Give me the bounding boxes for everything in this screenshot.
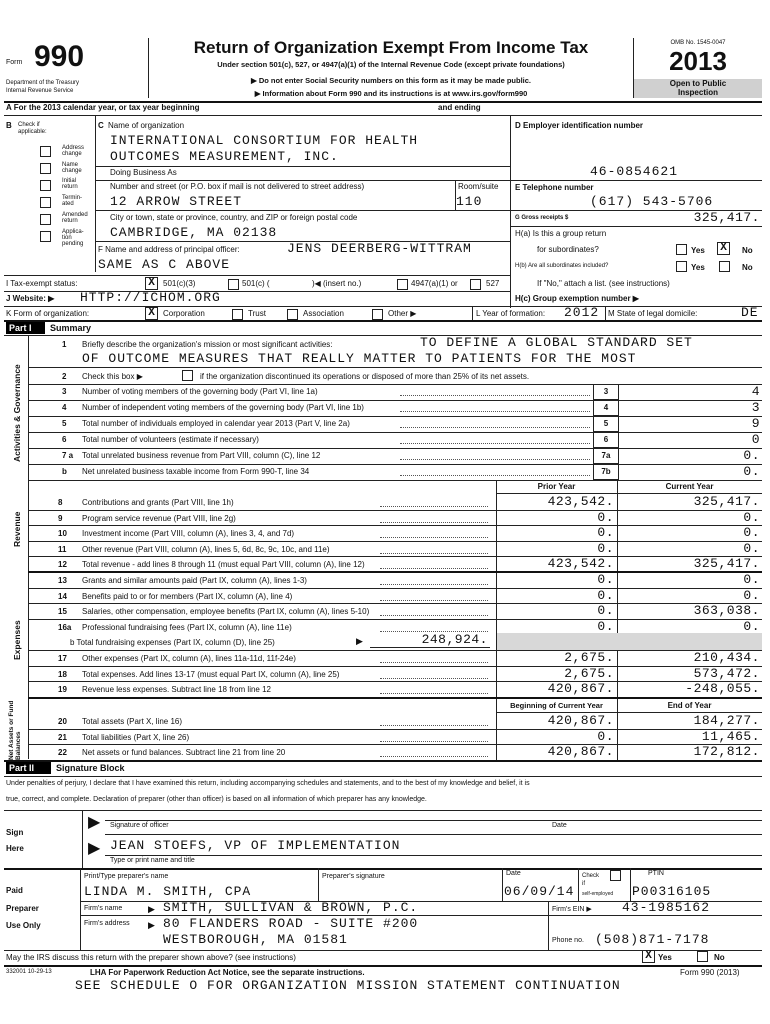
part1-title: Summary	[50, 323, 92, 333]
gov-line-box: 3	[593, 384, 619, 400]
association-label: Association	[303, 309, 344, 318]
gross-receipts-value: 325,417.	[693, 210, 760, 225]
firm-name-label: Firm's name	[84, 905, 123, 912]
line-number: 11	[58, 544, 67, 554]
prior-year-value: 2,675.	[564, 665, 614, 681]
dba-label: Doing Business As	[110, 168, 177, 177]
room-label: Room/suite	[458, 182, 499, 191]
terminated-label: Termin-ated	[62, 195, 83, 207]
prior-year-value: 423,542.	[547, 556, 614, 571]
application-pending-checkbox[interactable]	[40, 231, 51, 242]
line-number: 18	[58, 669, 67, 679]
side-activities-governance: Activities & Governance	[12, 364, 22, 462]
gov-line-value: 0	[751, 432, 760, 447]
part1-tag: Part I	[6, 322, 45, 334]
gov-line-value: 0.	[743, 464, 760, 479]
mission-line1: TO DEFINE A GLOBAL STANDARD SET	[420, 335, 693, 350]
current-year-value: 0.	[743, 572, 760, 587]
line-a-label: A For the 2013 calendar year, or tax year beginning	[6, 103, 200, 112]
signature-officer-label: Signature of officer	[110, 822, 169, 829]
box-f-label: F Name and address of principal officer:	[98, 245, 240, 254]
line-label: Total revenue - add lines 8 through 11 (must equal Part VIII, column (A), line 12)	[82, 560, 365, 569]
gov-line-number: 5	[62, 419, 67, 428]
current-year-value: 184,277.	[693, 713, 760, 728]
line-label: Professional fundraising fees (Part IX, column (A), line 11e)	[82, 622, 292, 632]
4947-label: 4947(a)(1) or	[411, 279, 458, 288]
gov-line-box: 7b	[593, 464, 619, 480]
prior-year-value: 423,542.	[547, 494, 614, 509]
current-year-value: 325,417.	[693, 556, 760, 571]
hb-note: If "No," attach a list. (see instructions)	[537, 279, 670, 288]
box-ha-label: H(a) Is this a group return	[515, 229, 607, 238]
address-change-checkbox[interactable]	[40, 146, 51, 157]
gov-line-value: 3	[751, 400, 760, 415]
hb-no-checkbox[interactable]	[719, 261, 730, 272]
room-value: 110	[456, 194, 483, 209]
firm-address-label: Firm's address	[84, 920, 130, 927]
other-checkbox[interactable]	[372, 309, 383, 320]
prior-year-value: 420,867.	[547, 744, 614, 760]
line16b-value: 248,924.	[421, 632, 488, 647]
gov-line-box: 4	[593, 400, 619, 416]
current-year-value: 0.	[743, 525, 760, 540]
col-beginning-year: Beginning of Current Year	[510, 701, 603, 710]
box-e-label: E Telephone number	[515, 183, 594, 192]
box-g-label: G Gross receipts $	[515, 215, 569, 221]
line-number: 14	[58, 591, 67, 601]
org-name-line2: OUTCOMES MEASUREMENT, INC.	[110, 149, 339, 164]
insert-no-label: )◀ (insert no.)	[312, 279, 362, 288]
discuss-no-checkbox[interactable]	[697, 951, 708, 962]
current-year-value: 363,038.	[693, 603, 760, 618]
501c3-checkbox[interactable]: X	[145, 277, 158, 290]
line-number: 8	[58, 498, 63, 507]
street-label: Number and street (or P.O. box if mail is not delivered to street address)	[110, 182, 365, 191]
paid-label: Paid	[6, 886, 23, 895]
527-label: 527	[486, 279, 500, 288]
line2-rest: if the organization discontinued its operations or disposed of more than 25% of its net assets.	[200, 372, 530, 381]
sign-arrow-icon: ▶	[88, 814, 101, 831]
box-c-label: C	[98, 121, 104, 130]
preparer-date-label: Date	[506, 870, 521, 877]
line-number: 19	[58, 685, 67, 695]
discuss-yes-label: Yes	[658, 953, 672, 962]
ha-yes-label: Yes	[691, 246, 705, 255]
line-label: Contributions and grants (Part VIII, line 1h)	[82, 498, 234, 507]
form-label: Form	[6, 59, 23, 66]
gov-line-value: 9	[751, 416, 760, 431]
association-checkbox[interactable]	[287, 309, 298, 320]
prior-year-value: 0.	[597, 509, 614, 525]
527-checkbox[interactable]	[470, 279, 481, 290]
tax-exempt-label: I Tax-exempt status:	[6, 279, 78, 288]
instructions-notice: ▶ Information about Form 990 and its instructions is at www.irs.gov/form990	[254, 89, 528, 98]
line-label: Net assets or fund balances. Subtract line 21 from line 20	[82, 748, 286, 758]
org-name-label: Name of organization	[108, 121, 185, 130]
gov-line-number: 4	[62, 403, 67, 412]
line-label: Total expenses. Add lines 13-17 (must equal Part IX, column (A), line 25)	[82, 669, 340, 679]
hb-yes-checkbox[interactable]	[676, 261, 687, 272]
line-number: 16a	[58, 622, 72, 632]
line-number: 22	[58, 748, 67, 758]
name-change-label: Name change	[62, 162, 82, 174]
corporation-label: Corporation	[163, 309, 205, 318]
501c3-label: 501(c)(3)	[163, 279, 196, 288]
current-year-value: 0.	[743, 509, 760, 525]
ptin-label: PTIN	[648, 870, 664, 877]
prior-year-value: 0.	[597, 525, 614, 540]
ssn-notice: ▶ Do not enter Social Security numbers on this form as it may be made public.	[251, 76, 531, 85]
current-year-value: 325,417.	[693, 494, 760, 509]
firm-address-line2: WESTBOROUGH, MA 01581	[163, 932, 348, 947]
line-label: Investment income (Part VIII, column (A), lines 3, 4, and 7d)	[82, 529, 295, 538]
form-of-org-label: K Form of organization:	[6, 309, 90, 318]
schedule-o-note: SEE SCHEDULE O FOR ORGANIZATION MISSION STATEMENT CONTINUATION	[75, 978, 621, 993]
application-pending-label: Applica-tion pending	[62, 229, 84, 247]
side-revenue: Revenue	[12, 511, 22, 547]
corporation-checkbox[interactable]: X	[145, 307, 158, 320]
col-current-year: Current Year	[665, 482, 714, 491]
discontinued-checkbox[interactable]	[182, 370, 193, 381]
initial-return-checkbox[interactable]	[40, 180, 51, 191]
preparer-print-label: Print/Type preparer's name	[84, 873, 169, 880]
line-number: 17	[58, 654, 67, 663]
firm-phone: (508)871-7178	[595, 932, 710, 947]
gov-line-label: Net unrelated business taxable income from Form 990-T, line 34	[82, 467, 310, 476]
current-year-value: 172,812.	[693, 744, 760, 760]
officer-name-title: JEAN STOEFS, VP OF IMPLEMENTATION	[110, 838, 401, 853]
ha-no-checkbox[interactable]: X	[717, 242, 730, 255]
current-year-value: 573,472.	[693, 665, 760, 681]
gov-line-value: 4	[751, 384, 760, 399]
gov-line-value: 0.	[743, 448, 760, 463]
line-label: Other expenses (Part IX, column (A), lines 11a-11d, 11f-24e)	[82, 654, 296, 663]
website-value: HTTP://ICHOM.ORG	[80, 290, 221, 305]
firm-ein-label: Firm's EIN ▶	[552, 906, 592, 913]
box-ha-label2: for subordinates?	[537, 245, 599, 254]
prior-year-value: 0.	[597, 618, 614, 634]
address-change-label: Address change	[62, 145, 85, 157]
gov-line-label: Number of voting members of the governing body (Part VI, line 1a)	[82, 387, 318, 396]
amended-return-checkbox[interactable]	[40, 214, 51, 225]
city-value: CAMBRIDGE, MA 02138	[110, 225, 278, 240]
hb-no-label: No	[742, 263, 753, 272]
line1-label: Briefly describe the organization's mission or most significant activities:	[82, 340, 333, 349]
501c-checkbox[interactable]	[228, 279, 239, 290]
prior-year-value: 0.	[597, 728, 614, 744]
line-label: Grants and similar amounts paid (Part IX, column (A), lines 1-3)	[82, 576, 307, 585]
501c-label: 501(c) (	[242, 279, 270, 288]
preparer-label: Preparer	[6, 904, 39, 913]
line-label: Program service revenue (Part VIII, line 2g)	[82, 513, 236, 523]
trust-checkbox[interactable]	[232, 309, 243, 320]
initial-return-label: Initial return	[62, 178, 78, 190]
amended-return-label: Amended return	[62, 212, 88, 224]
gov-line-number: 7 a	[62, 451, 74, 460]
website-label: J Website: ▶	[6, 294, 55, 303]
line-number: 15	[58, 607, 67, 616]
box-d-label: D Employer identification number	[515, 121, 644, 130]
check-if-label: Check if	[18, 122, 40, 128]
current-year-value: 0.	[743, 618, 760, 634]
line-label: Revenue less expenses. Subtract line 18 from line 12	[82, 685, 271, 695]
line16b-label: b Total fundraising expenses (Part IX, column (D), line 25)	[70, 638, 275, 647]
current-year-value: 11,465.	[701, 728, 760, 744]
preparer-sig-label: Preparer's signature	[322, 873, 385, 880]
officer-date-label: Date	[552, 822, 567, 829]
line-number: 20	[58, 717, 67, 726]
inspection-label: Inspection	[634, 88, 762, 98]
line-label: Total liabilities (Part X, line 26)	[82, 732, 190, 742]
line-number: 9	[58, 513, 63, 523]
city-label: City or town, state or province, country, and ZIP or foreign postal code	[110, 213, 358, 222]
gov-line-label: Number of independent voting members of the governing body (Part VI, line 1b)	[82, 403, 364, 412]
firm-name: SMITH, SULLIVAN & BROWN, P.C.	[163, 900, 419, 915]
gov-line-number: 6	[62, 435, 67, 444]
state-domicile-label: M State of legal domicile:	[608, 309, 698, 318]
tax-year: 2013	[669, 46, 727, 76]
gov-line-number: b	[62, 467, 67, 476]
officer-address: SAME AS C ABOVE	[98, 257, 231, 272]
box-hc-label: H(c) Group exemption number ▶	[515, 294, 639, 303]
current-year-value: 0.	[743, 587, 760, 603]
line-label: Other revenue (Part VIII, column (A), lines 5, 6d, 8c, 9c, 10c, and 11e)	[82, 544, 330, 554]
terminated-checkbox[interactable]	[40, 197, 51, 208]
street-value: 12 ARROW STREET	[110, 194, 243, 209]
state-domicile-value: DE	[741, 305, 759, 320]
preparer-name: LINDA M. SMITH, CPA	[84, 884, 252, 899]
current-year-value: -248,055.	[685, 681, 760, 697]
omb-number: OMB No. 1545-0047	[670, 40, 726, 46]
4947-checkbox[interactable]	[397, 279, 408, 290]
org-name-line1: INTERNATIONAL CONSORTIUM FOR HEALTH	[110, 133, 419, 148]
line-a-ending: and ending	[438, 103, 481, 112]
form-title: Return of Organization Exempt From Income Tax	[193, 38, 589, 57]
irs-discuss-label: May the IRS discuss this return with the preparer shown above? (see instructions)	[6, 953, 296, 962]
firm-ein: 43-1985162	[622, 900, 711, 915]
firm-address-line1: 80 FLANDERS ROAD - SUITE #200	[163, 916, 419, 931]
name-arrow-icon: ▶	[88, 840, 101, 857]
gov-line-label: Total number of individuals employed in calendar year 2013 (Part V, line 2a)	[82, 419, 350, 428]
preparer-ptin: P00316105	[632, 884, 712, 899]
dept-treasury: Department of the Treasury	[6, 80, 80, 86]
sign-label: Sign	[6, 828, 24, 837]
irs-label: Internal Revenue Service	[6, 88, 74, 94]
prior-year-value: 0.	[597, 572, 614, 587]
perjury-line2: true, correct, and complete. Declaration of preparer (other than officer) is based on all information of which preparer has any knowledge.	[6, 796, 427, 803]
self-employed-label: self-employed	[582, 891, 614, 897]
prior-year-value: 2,675.	[564, 650, 614, 665]
year-formation-label: L Year of formation:	[476, 309, 546, 318]
line-number: 13	[58, 576, 67, 585]
preparer-date: 06/09/14	[504, 884, 575, 899]
side-expenses: Expenses	[12, 620, 22, 660]
form-subtitle: Under section 501(c), 527, or 4947(a)(1) of the Internal Revenue Code (except private foundations)	[217, 60, 565, 69]
part2-title: Signature Block	[56, 763, 125, 773]
prior-year-value: 0.	[597, 587, 614, 603]
current-year-value: 210,434.	[693, 650, 760, 665]
principal-officer: JENS DEERBERG-WITTRAM	[287, 241, 472, 256]
ha-yes-checkbox[interactable]	[676, 244, 687, 255]
form-reference: Form 990 (2013)	[680, 968, 740, 977]
if-label: if	[582, 881, 585, 887]
line-label: Benefits paid to or for members (Part IX, column (A), line 4)	[82, 591, 293, 601]
name-change-checkbox[interactable]	[40, 163, 51, 174]
applicable-label: applicable:	[18, 129, 47, 135]
part2-tag: Part II	[6, 762, 51, 774]
ein-value: 46-0854621	[590, 164, 679, 179]
side-net-assets: Net Assets or Fund Balances	[8, 700, 22, 760]
use-only-label: Use Only	[6, 921, 41, 930]
current-year-value: 0.	[743, 540, 760, 556]
gov-line-box: 7a	[593, 448, 619, 464]
discuss-yes-checkbox[interactable]: X	[642, 950, 655, 963]
form-code: 332001 10-29-13	[6, 969, 52, 975]
mission-line2: OF OUTCOME MEASURES THAT REALLY MATTER TO PATIENTS FOR THE MOST	[82, 351, 637, 366]
ha-no-label: No	[742, 246, 753, 255]
line-number: 12	[58, 560, 67, 569]
line-label: Total assets (Part X, line 16)	[82, 717, 183, 726]
other-label: Other ▶	[388, 309, 417, 318]
col-end-year: End of Year	[667, 701, 712, 710]
prior-year-value: 420,867.	[547, 713, 614, 728]
box-b-label: B	[6, 121, 12, 130]
gov-line-label: Total unrelated business revenue from Part VIII, column (C), line 12	[82, 451, 321, 460]
open-to-public: Open to Public	[634, 79, 762, 88]
gov-line-box: 6	[593, 432, 619, 448]
prior-year-value: 0.	[597, 603, 614, 618]
prior-year-value: 0.	[597, 540, 614, 556]
firm-phone-label: Phone no.	[552, 937, 584, 944]
col-prior-year: Prior Year	[537, 482, 576, 491]
check-label: Check	[582, 873, 600, 879]
self-employed-checkbox[interactable]	[610, 870, 621, 881]
line16b-num	[62, 638, 64, 647]
type-print-label: Type or print name and title	[110, 857, 195, 864]
lha-notice: LHA For Paperwork Reduction Act Notice, see the separate instructions.	[90, 968, 365, 977]
here-label: Here	[6, 844, 24, 853]
line-number: 10	[58, 529, 67, 538]
gov-line-number: 3	[62, 387, 67, 396]
discuss-no-label: No	[714, 953, 725, 962]
trust-label: Trust	[248, 309, 266, 318]
year-formation-value: 2012	[564, 305, 600, 320]
line-label: Salaries, other compensation, employee benefits (Part IX, column (A), lines 5-10)	[82, 607, 370, 616]
line2-label: Check this box ▶	[82, 372, 143, 381]
gov-line-box: 5	[593, 416, 619, 432]
box-hb-label: H(b) Are all subordinates included?	[515, 263, 609, 269]
line-number: 21	[58, 732, 67, 742]
prior-year-value: 420,867.	[547, 681, 614, 697]
perjury-line1: Under penalties of perjury, I declare that I have examined this return, including accompanying schedules and statements, and to the best of my knowledge and belief, it is	[6, 780, 530, 787]
form-number: 990	[34, 40, 85, 73]
gov-line-label: Total number of volunteers (estimate if necessary)	[82, 435, 259, 444]
hb-yes-label: Yes	[691, 263, 705, 272]
phone-value: (617) 543-5706	[590, 194, 714, 209]
